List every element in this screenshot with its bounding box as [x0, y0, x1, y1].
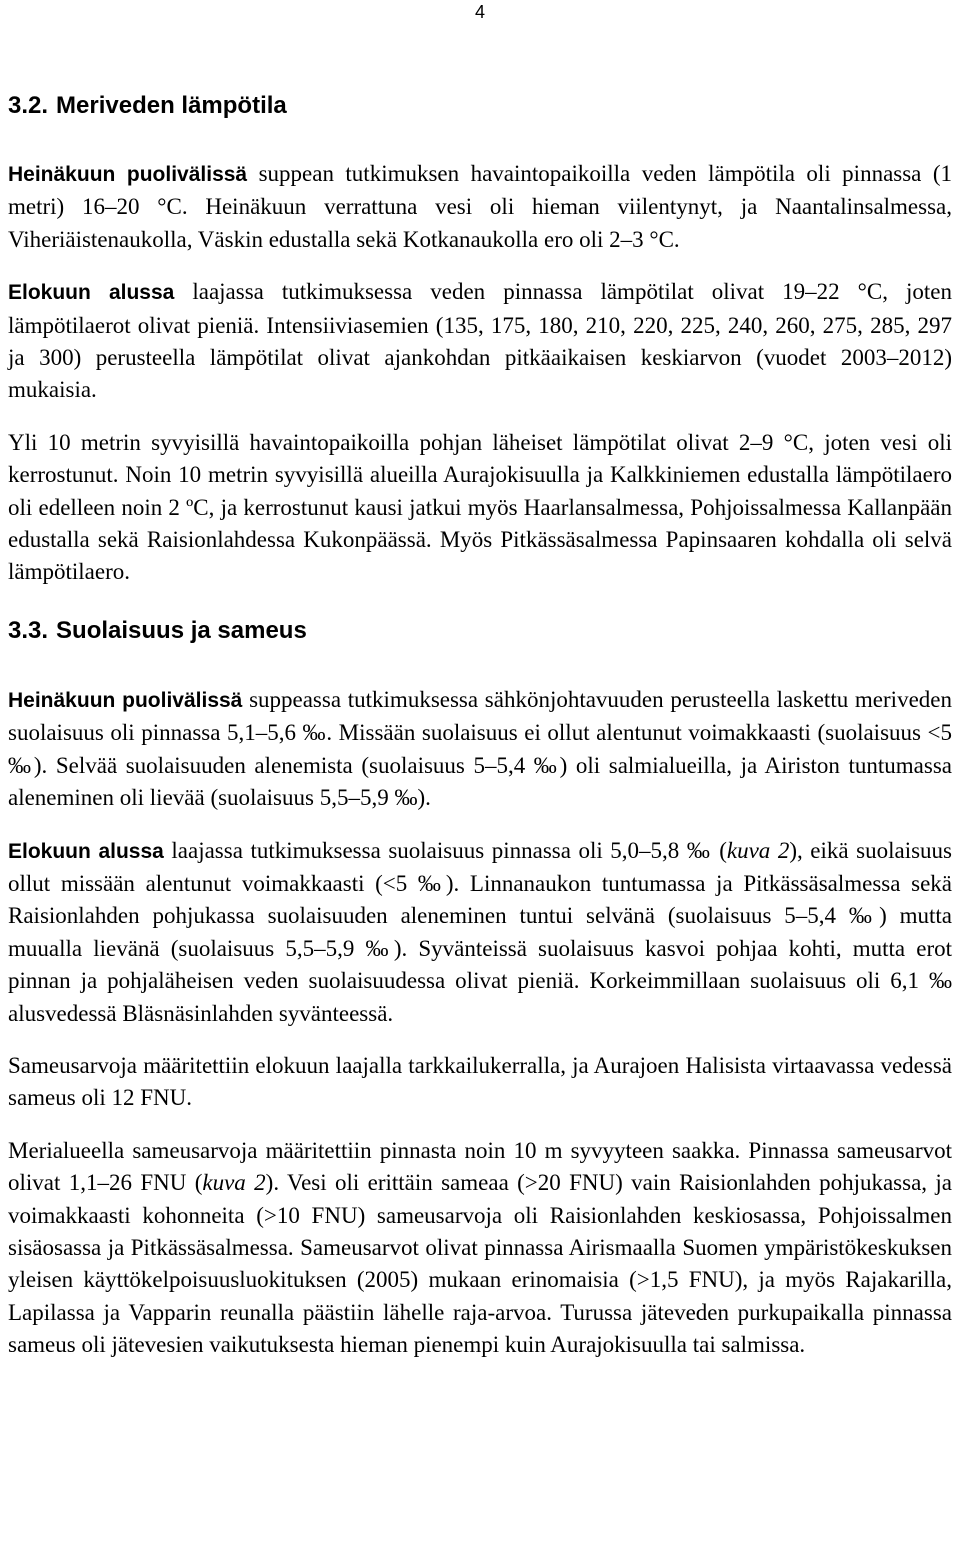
paragraph-turbidity-sea — [8, 1135, 952, 1362]
section-heading-temperature — [8, 90, 952, 122]
paragraph-text: Merialueella sameusarvoja määritettiin pinnasta noin 10 m syvyyteen saakka. Pinnassa sameusarvot olivat 1,1–26 FNU ( — [8, 1137, 952, 1196]
figure-reference: kuva 2 — [202, 1170, 266, 1196]
section-number: 3.2. — [8, 92, 49, 119]
paragraph-lead: Elokuun alussa — [8, 281, 175, 305]
section-number: 3.3. — [8, 616, 49, 644]
paragraph-text: ), eikä suolaisuus ollut missään alentunut voimakkaasti (<5 ‰). Linnanaukon tuntumassa ja Pitkässäsalmessa sekä Raisionlahden pohjukassa suolaisuuden aleneminen tuntui selvänä (suolaisuus 5–5,4 ‰) mutta muualla lievänä (suolaisuus 5,5–5,9 ‰). Syvänteissä suolaisuus kasvoi pohjaa kohti, mutta erot pinnan ja pohjaläheisen veden suolaisuudessa olivat pieniä. Korkeimmillaan suolaisuus oli 6,1 ‰ alusvedessä Bläsnäsinlahden syvänteessä. — [8, 837, 952, 1026]
section-title: Suolaisuus ja sameus — [56, 616, 307, 644]
section-heading-salinity — [8, 615, 952, 647]
figure-reference: kuva 2 — [726, 837, 790, 863]
paragraph-july-salinity — [8, 684, 952, 815]
paragraph-text: ). Vesi oli erittäin sameaa (>20 FNU) vain Raisionlahden pohjukassa, ja voimakkaasti kohonneita (>10 FNU) sameusarvoja oli Raisionlahden keskiosassa, Pohjoissalmen sisäosassa ja Pitkässäsalmessa. Sameusarvot olivat pinnassa Airismaalla Suomen ympäristökeskuksen yleisen käyttökelpoisuusluokituksen (2005) mukaan erinomaisia (>1,5 FNU), ja myös Rajakarilla, Lapilassa ja Vapparin reunalla päästiin lähelle raja-arvoa. Turussa jäteveden purkupaikalla pinnassa sameus oli jätevesien vaikutuksesta hieman pienempi kuin Aurajokisuulla tai salmissa. — [8, 1170, 952, 1358]
paragraph-turbidity-river — [8, 1050, 952, 1115]
paragraph-text: suppeassa tutkimuksessa sähkönjohtavuuden perusteella laskettu meriveden suolaisuus oli pinnassa 5,1–5,6 ‰. Missään suolaisuus ei ollut alentunut voimakkaasti (suolaisuus <5 ‰). Selvää suolaisuuden alenemista (suolaisuus 5–5,4 ‰) oli salmialueilla, ja Airiston tuntumassa aleneminen oli lievää (suolaisuus 5,5–5,9 ‰). — [8, 686, 952, 811]
paragraph-text: Sameusarvoja määritettiin elokuun laajalla tarkkailukerralla, ja Aurajoen Halisista virtaavassa vedessä sameus oli 12 FNU. — [8, 1052, 952, 1111]
paragraph-august-temperature — [8, 276, 952, 407]
paragraph-text: suppean tutkimuksen havaintopaikoilla veden lämpötila oli pinnassa (1 metri) 16–20 °C. Heinäkuun verrattuna vesi oli hieman viilentynyt, ja Naantalinsalmessa, Viheriäistenaukolla, Väskin edustalla sekä Kotkanaukolla ero oli 2–3 °C. — [8, 161, 953, 252]
section-title: Meriveden lämpötila — [56, 92, 287, 119]
paragraph-lead: Heinäkuun puolivälissä — [8, 163, 248, 186]
page-content — [8, 90, 952, 1362]
paragraph-august-salinity — [8, 835, 952, 1030]
paragraph-text: laajassa tutkimuksessa veden pinnassa lämpötilat olivat 19–22 °C, joten lämpötilaerot olivat pieniä. Intensiiviasemien (135, 175, 180, 210, 220, 225, 240, 260, 275, 285, 297 ja 300) perusteella lämpötilat olivat ajankohdan pitkäaikaisen keskiarvon (vuodet 2003–2012) mukaisia. — [8, 279, 952, 403]
paragraph-lead: Elokuun alussa — [8, 839, 164, 863]
page-number: 4 — [474, 2, 485, 22]
paragraph-lead: Heinäkuun puolivälissä — [8, 688, 243, 712]
paragraph-july-temperature — [8, 158, 952, 256]
paragraph-stratification — [8, 427, 952, 589]
paragraph-text: Yli 10 metrin syvyisillä havaintopaikoilla pohjan läheiset lämpötilat olivat 2–9 °C, joten vesi oli kerrostunut. Noin 10 metrin syvyisillä alueilla Aurajokisuulla ja Kalkkiniemen edustalla lämpötilaero oli edelleen noin 2 ºC, ja kerrostunut kausi jatkui myös Haarlansalmessa, Pohjoissalmessa Kallanpään edustalla sekä Raisionlahdessa Kukonpäässä. Myös Pitkässäsalmessa Papinsaaren kohdalla oli selvä lämpötilaero. — [8, 429, 952, 585]
paragraph-text: laajassa tutkimuksessa suolaisuus pinnassa oli 5,0–5,8 ‰ ( — [163, 837, 727, 863]
